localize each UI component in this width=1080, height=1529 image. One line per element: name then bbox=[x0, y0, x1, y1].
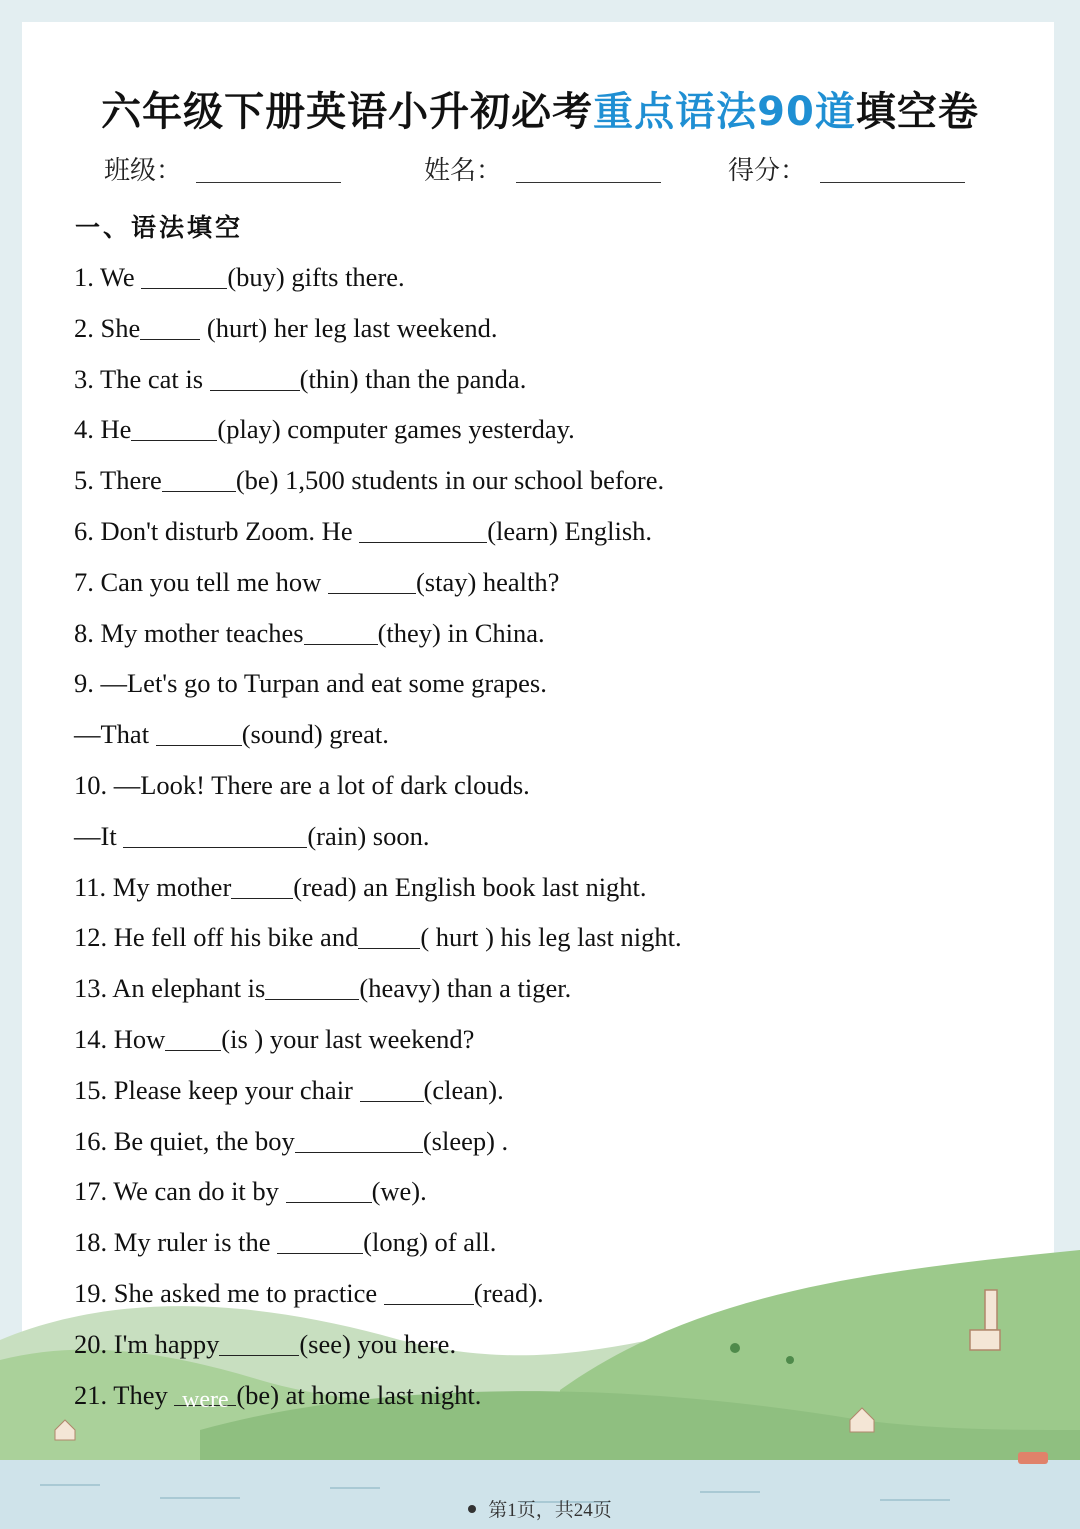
answer-blank[interactable] bbox=[165, 1026, 221, 1051]
answer-blank[interactable] bbox=[304, 620, 378, 645]
question-line bbox=[74, 1225, 496, 1259]
page-number: 第1页，共24页 bbox=[488, 1500, 612, 1521]
answer-blank[interactable] bbox=[359, 518, 487, 543]
question-line bbox=[74, 666, 547, 700]
question-hint: (thin) than the panda. bbox=[299, 363, 527, 394]
question-text: 16. Be quiet, the boy bbox=[74, 1125, 295, 1156]
question-text: 8. My mother teaches bbox=[74, 617, 304, 648]
question-text: 4. He bbox=[74, 414, 132, 445]
question-text: 7. Can you tell me how bbox=[74, 566, 328, 597]
question-text: 1. We bbox=[74, 262, 142, 292]
question-line bbox=[74, 1073, 504, 1107]
question-hint: (long) of all. bbox=[363, 1227, 497, 1258]
question-line bbox=[74, 819, 429, 853]
section-title: 一、语法填空 bbox=[75, 213, 244, 242]
question-line bbox=[74, 463, 664, 497]
title-highlight: 重点语法90道 bbox=[593, 89, 856, 135]
question-hint: (heavy) than a tiger. bbox=[359, 973, 572, 1004]
question-line bbox=[74, 260, 405, 294]
question-line bbox=[74, 412, 575, 446]
question-text: 20. I'm happy bbox=[74, 1328, 220, 1359]
question-hint: (rain) soon. bbox=[307, 820, 430, 851]
score-input-line[interactable] bbox=[820, 156, 965, 183]
question-hint: ( hurt ) his leg last night. bbox=[420, 922, 682, 953]
question-text: 5. There bbox=[74, 465, 162, 496]
question-text: 13. An elephant is bbox=[74, 973, 266, 1004]
question-line bbox=[74, 1378, 481, 1412]
answer-blank[interactable] bbox=[123, 823, 307, 848]
bullet-dot bbox=[468, 1505, 476, 1513]
question-line bbox=[74, 616, 545, 650]
question-line bbox=[74, 565, 559, 599]
question-line bbox=[74, 311, 498, 345]
title-part2: 填空卷 bbox=[855, 89, 979, 135]
name-label: 姓名： bbox=[424, 156, 503, 186]
answer-blank[interactable] bbox=[286, 1178, 372, 1203]
answer-blank[interactable] bbox=[277, 1229, 363, 1254]
class-input-line[interactable] bbox=[196, 156, 341, 183]
question-hint: (read) an English book last night. bbox=[293, 871, 647, 902]
question-line bbox=[74, 971, 571, 1005]
class-field bbox=[104, 150, 341, 187]
page-title bbox=[0, 80, 1080, 137]
answer-blank[interactable] bbox=[328, 569, 416, 594]
question-text: 21. They bbox=[74, 1379, 175, 1410]
question-hint: (they) in China. bbox=[377, 617, 545, 648]
filled-answer: were bbox=[182, 1386, 229, 1413]
question-text: 18. My ruler is the bbox=[74, 1227, 278, 1258]
answer-blank[interactable] bbox=[131, 416, 217, 441]
question-line bbox=[74, 870, 647, 904]
answer-blank[interactable] bbox=[156, 721, 242, 746]
answer-blank[interactable] bbox=[265, 975, 359, 1000]
score-field bbox=[728, 150, 965, 187]
question-line bbox=[74, 768, 530, 802]
answer-blank[interactable] bbox=[295, 1128, 423, 1153]
title-part1: 六年级下册英语小升初必考 bbox=[101, 89, 594, 135]
answer-blank[interactable] bbox=[231, 874, 293, 899]
name-field bbox=[424, 150, 661, 187]
question-line bbox=[74, 1022, 474, 1056]
question-hint: (see) you here. bbox=[299, 1328, 457, 1359]
question-line bbox=[74, 717, 389, 751]
question-line bbox=[74, 1174, 427, 1208]
answer-blank[interactable] bbox=[360, 1077, 424, 1102]
question-hint: (sound) great. bbox=[241, 719, 389, 750]
question-text: 17. We can do it by bbox=[74, 1176, 286, 1207]
question-text: 6. Don't disturb Zoom. He bbox=[74, 516, 360, 546]
question-hint: (hurt) her leg last weekend. bbox=[200, 312, 498, 343]
question-hint: (be) at home last night. bbox=[236, 1379, 482, 1410]
page-footer bbox=[0, 1495, 1080, 1522]
question-line bbox=[74, 1276, 544, 1310]
question-text: 11. My mother bbox=[74, 871, 232, 902]
question-hint: (buy) gifts there. bbox=[227, 262, 405, 292]
question-line bbox=[74, 514, 652, 548]
question-text: —That bbox=[74, 719, 156, 750]
question-text: —It bbox=[74, 820, 124, 851]
question-hint: (sleep) . bbox=[422, 1125, 509, 1156]
answer-blank[interactable] bbox=[174, 1381, 236, 1413]
question-hint: (clean). bbox=[423, 1074, 504, 1105]
question-line bbox=[74, 1124, 508, 1158]
question-line bbox=[74, 362, 526, 396]
question-line bbox=[74, 920, 682, 954]
question-text: 15. Please keep your chair bbox=[74, 1074, 360, 1105]
question-text: 14. How bbox=[74, 1024, 166, 1054]
question-hint: (stay) health? bbox=[415, 566, 560, 597]
answer-blank[interactable] bbox=[140, 315, 200, 340]
question-text: 3. The cat is bbox=[74, 363, 210, 394]
answer-blank[interactable] bbox=[358, 924, 420, 949]
answer-blank[interactable] bbox=[384, 1280, 474, 1305]
question-text: 2. She bbox=[74, 312, 141, 343]
question-text: 19. She asked me to practice bbox=[74, 1278, 384, 1308]
answer-blank[interactable] bbox=[219, 1331, 299, 1356]
question-hint: (be) 1,500 students in our school before. bbox=[235, 465, 665, 496]
score-label: 得分： bbox=[728, 156, 807, 186]
name-input-line[interactable] bbox=[516, 156, 661, 183]
question-hint: (is ) your last weekend? bbox=[221, 1024, 475, 1054]
question-text: 12. He fell off his bike and bbox=[74, 922, 359, 953]
question-hint: (we). bbox=[371, 1176, 427, 1207]
question-text: 10. —Look! There are a lot of dark clouds. bbox=[74, 770, 530, 800]
answer-blank[interactable] bbox=[162, 467, 236, 492]
class-label: 班级： bbox=[104, 156, 183, 186]
bus bbox=[1018, 1452, 1048, 1464]
question-hint: (learn) English. bbox=[487, 516, 653, 546]
tree bbox=[786, 1356, 794, 1364]
question-hint: (play) computer games yesterday. bbox=[217, 414, 575, 445]
question-hint: (read). bbox=[473, 1278, 544, 1308]
question-line bbox=[74, 1327, 456, 1361]
question-text: 9. —Let's go to Turpan and eat some grapes. bbox=[74, 668, 547, 699]
student-info-row bbox=[0, 150, 1080, 190]
answer-blank[interactable] bbox=[141, 264, 227, 289]
answer-blank[interactable] bbox=[210, 366, 300, 391]
tree bbox=[730, 1343, 740, 1353]
